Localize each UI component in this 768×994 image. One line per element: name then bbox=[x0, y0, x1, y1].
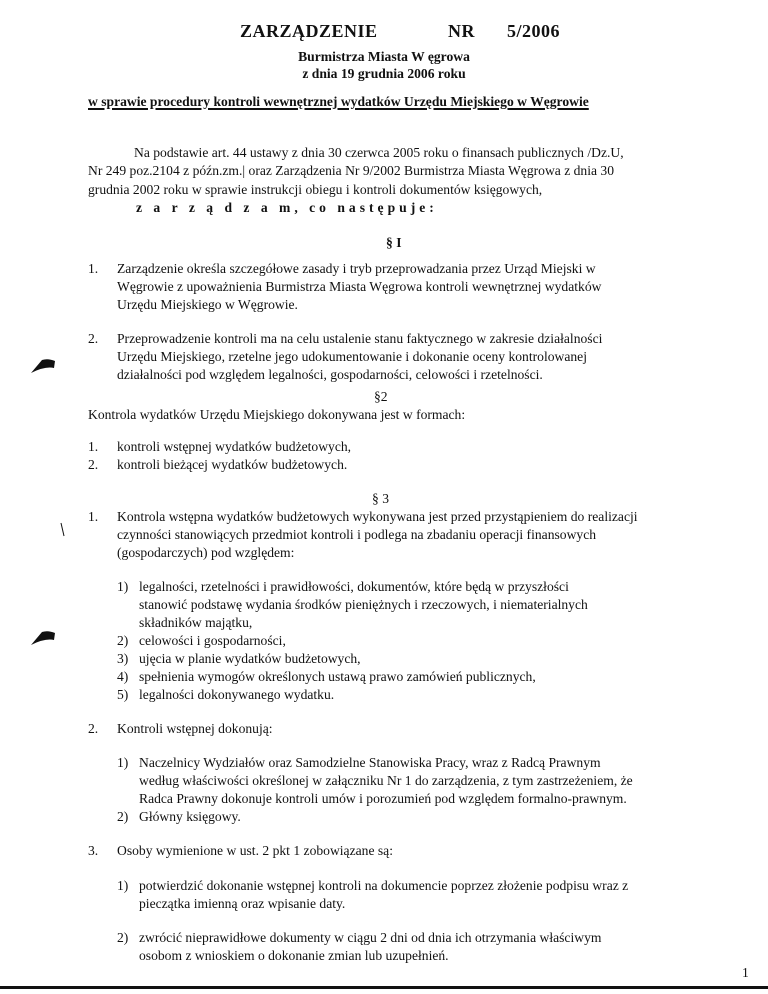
s3-item-1-number: 1. bbox=[88, 509, 99, 524]
s3-item-3-text: Osoby wymienione w ust. 2 pkt 1 zobowiązane są: bbox=[117, 843, 393, 858]
s3-2-sub-2-line: Główny księgowy. bbox=[139, 809, 241, 824]
s3-1-sub-2-number: 2) bbox=[117, 633, 129, 648]
s3-3-sub-1-line: pieczątka imienną oraz wpisanie daty. bbox=[139, 896, 346, 911]
s3-1-sub-4-line: spełnienia wymogów określonych ustawą prawo zamówień publicznych, bbox=[139, 669, 536, 684]
document-title: ZARZĄDZENIE bbox=[240, 21, 378, 41]
s3-2-sub-1-line: według właściwości określonej w załączniku Nr 1 do zarządzenia, z tym zastrzeżeniem, że bbox=[139, 773, 633, 788]
s3-1-sub-3-number: 3) bbox=[117, 651, 129, 666]
issuer-line: Burmistrza Miasta W ęgrowa bbox=[298, 49, 470, 64]
s1-item-1-line: Zarządzenie określa szczegółowe zasady i tryb przeprowadzania przez Urząd Miejski w bbox=[117, 261, 596, 276]
section-2-heading: §2 bbox=[374, 389, 388, 404]
s3-3-sub-2-line: zwrócić nieprawidłowe dokumenty w ciągu 2 dni od dnia ich otrzymania właściwym bbox=[139, 930, 602, 945]
s2-item-1-number: 1. bbox=[88, 439, 99, 454]
date-line: z dnia 19 grudnia 2006 roku bbox=[302, 66, 466, 81]
preamble-line-1: Na podstawie art. 44 ustawy z dnia 30 czerwca 2005 roku o finansach publicznych /Dz.U, bbox=[134, 145, 624, 160]
s3-1-sub-1-line: stanowić podstawę wydania środków pieniężnych i rzeczowych, i niematerialnych bbox=[139, 597, 588, 612]
s3-item-1-line: (gospodarczych) pod względem: bbox=[117, 545, 295, 560]
s3-1-sub-2-line: celowości i gospodarności, bbox=[139, 633, 286, 648]
margin-mark-arrow bbox=[30, 630, 56, 646]
s3-2-sub-1-number: 1) bbox=[117, 755, 129, 770]
s3-3-sub-1-line: potwierdzić dokonanie wstępnej kontroli na dokumencie poprzez złożenie podpisu wraz z bbox=[139, 878, 629, 893]
section-2-intro: Kontrola wydatków Urzędu Miejskiego dokonywana jest w formach: bbox=[88, 407, 466, 422]
preamble-line-3: grudnia 2002 roku w sprawie instrukcji obiegu i kontroli dokumentów księgowych, bbox=[88, 182, 543, 197]
s3-3-sub-1-number: 1) bbox=[117, 878, 129, 893]
s3-1-sub-5-line: legalności dokonywanego wydatku. bbox=[139, 687, 335, 702]
margin-tick-mark bbox=[60, 522, 66, 538]
s3-2-sub-1-line: Radca Prawny dokonuje kontroli umów i porozumień pod względem formalno-prawnym. bbox=[139, 791, 627, 806]
section-1-heading: § I bbox=[386, 235, 402, 250]
document-number-label: NR bbox=[448, 21, 475, 41]
s3-1-sub-1-line: składników majątku, bbox=[139, 615, 253, 630]
s3-1-sub-3-line: ujęcia w planie wydatków budżetowych, bbox=[139, 651, 361, 666]
s3-1-sub-1-number: 1) bbox=[117, 579, 129, 594]
bottom-rule bbox=[0, 986, 768, 989]
s2-item-2-number: 2. bbox=[88, 457, 99, 472]
document-number: 5/2006 bbox=[507, 21, 561, 41]
s1-item-2-line: Przeprowadzenie kontroli ma na celu ustalenie stanu faktycznego w zakresie działalności bbox=[117, 331, 603, 346]
s3-1-sub-4-number: 4) bbox=[117, 669, 129, 684]
s3-item-3-number: 3. bbox=[88, 843, 99, 858]
preamble-line-2: Nr 249 poz.2104 z późn.zm.| oraz Zarządzenia Nr 9/2002 Burmistrza Miasta Węgrowa z dnia 30 bbox=[88, 163, 615, 178]
s3-2-sub-2-number: 2) bbox=[117, 809, 129, 824]
zarzadzam-line: z a r z ą d z a m, co następuje: bbox=[136, 200, 438, 215]
s1-item-1-line: Węgrowie z upoważnienia Burmistrza Miasta Węgrowa kontroli wewnętrznej wydatków bbox=[117, 279, 602, 294]
document-subject: w sprawie procedury kontroli wewnętrznej wydatków Urzędu Miejskiego w Węgrowie bbox=[88, 94, 589, 109]
s3-1-sub-5-number: 5) bbox=[117, 687, 129, 702]
s3-2-sub-1-line: Naczelnicy Wydziałów oraz Samodzielne Stanowiska Pracy, wraz z Radcą Prawnym bbox=[139, 755, 601, 770]
s1-item-2-line: Urzędu Miejskiego, rzetelne jego udokumentowanie i dokonanie oceny kontrolowanej bbox=[117, 349, 587, 364]
s3-3-sub-2-number: 2) bbox=[117, 930, 129, 945]
margin-mark-arrow bbox=[30, 358, 56, 374]
s3-item-1-line: czynności stanowiących przedmiot kontroli i podlega na zbadaniu operacji finansowych bbox=[117, 527, 597, 542]
s3-3-sub-2-line: osobom z wnioskiem o dokonanie zmian lub uzupełnień. bbox=[139, 948, 449, 963]
s1-item-1-number: 1. bbox=[88, 261, 99, 276]
s2-item-1-text: kontroli wstępnej wydatków budżetowych, bbox=[117, 439, 352, 454]
s2-item-2-text: kontroli bieżącej wydatków budżetowych. bbox=[117, 457, 348, 472]
s1-item-2-line: działalności pod względem legalności, gospodarności, celowości i rzetelności. bbox=[117, 367, 543, 382]
s1-item-2-number: 2. bbox=[88, 331, 99, 346]
s3-item-2-number: 2. bbox=[88, 721, 99, 736]
s3-1-sub-1-line: legalności, rzetelności i prawidłowości, dokumentów, które będą w przyszłości bbox=[139, 579, 569, 594]
s3-item-2-text: Kontroli wstępnej dokonują: bbox=[117, 721, 273, 736]
s3-item-1-line: Kontrola wstępna wydatków budżetowych wykonywana jest przed przystąpieniem do realizacji bbox=[117, 509, 638, 524]
section-3-heading: § 3 bbox=[372, 491, 389, 506]
s1-item-1-line: Urzędu Miejskiego w Węgrowie. bbox=[117, 297, 298, 312]
page-number: 1 bbox=[742, 965, 749, 980]
